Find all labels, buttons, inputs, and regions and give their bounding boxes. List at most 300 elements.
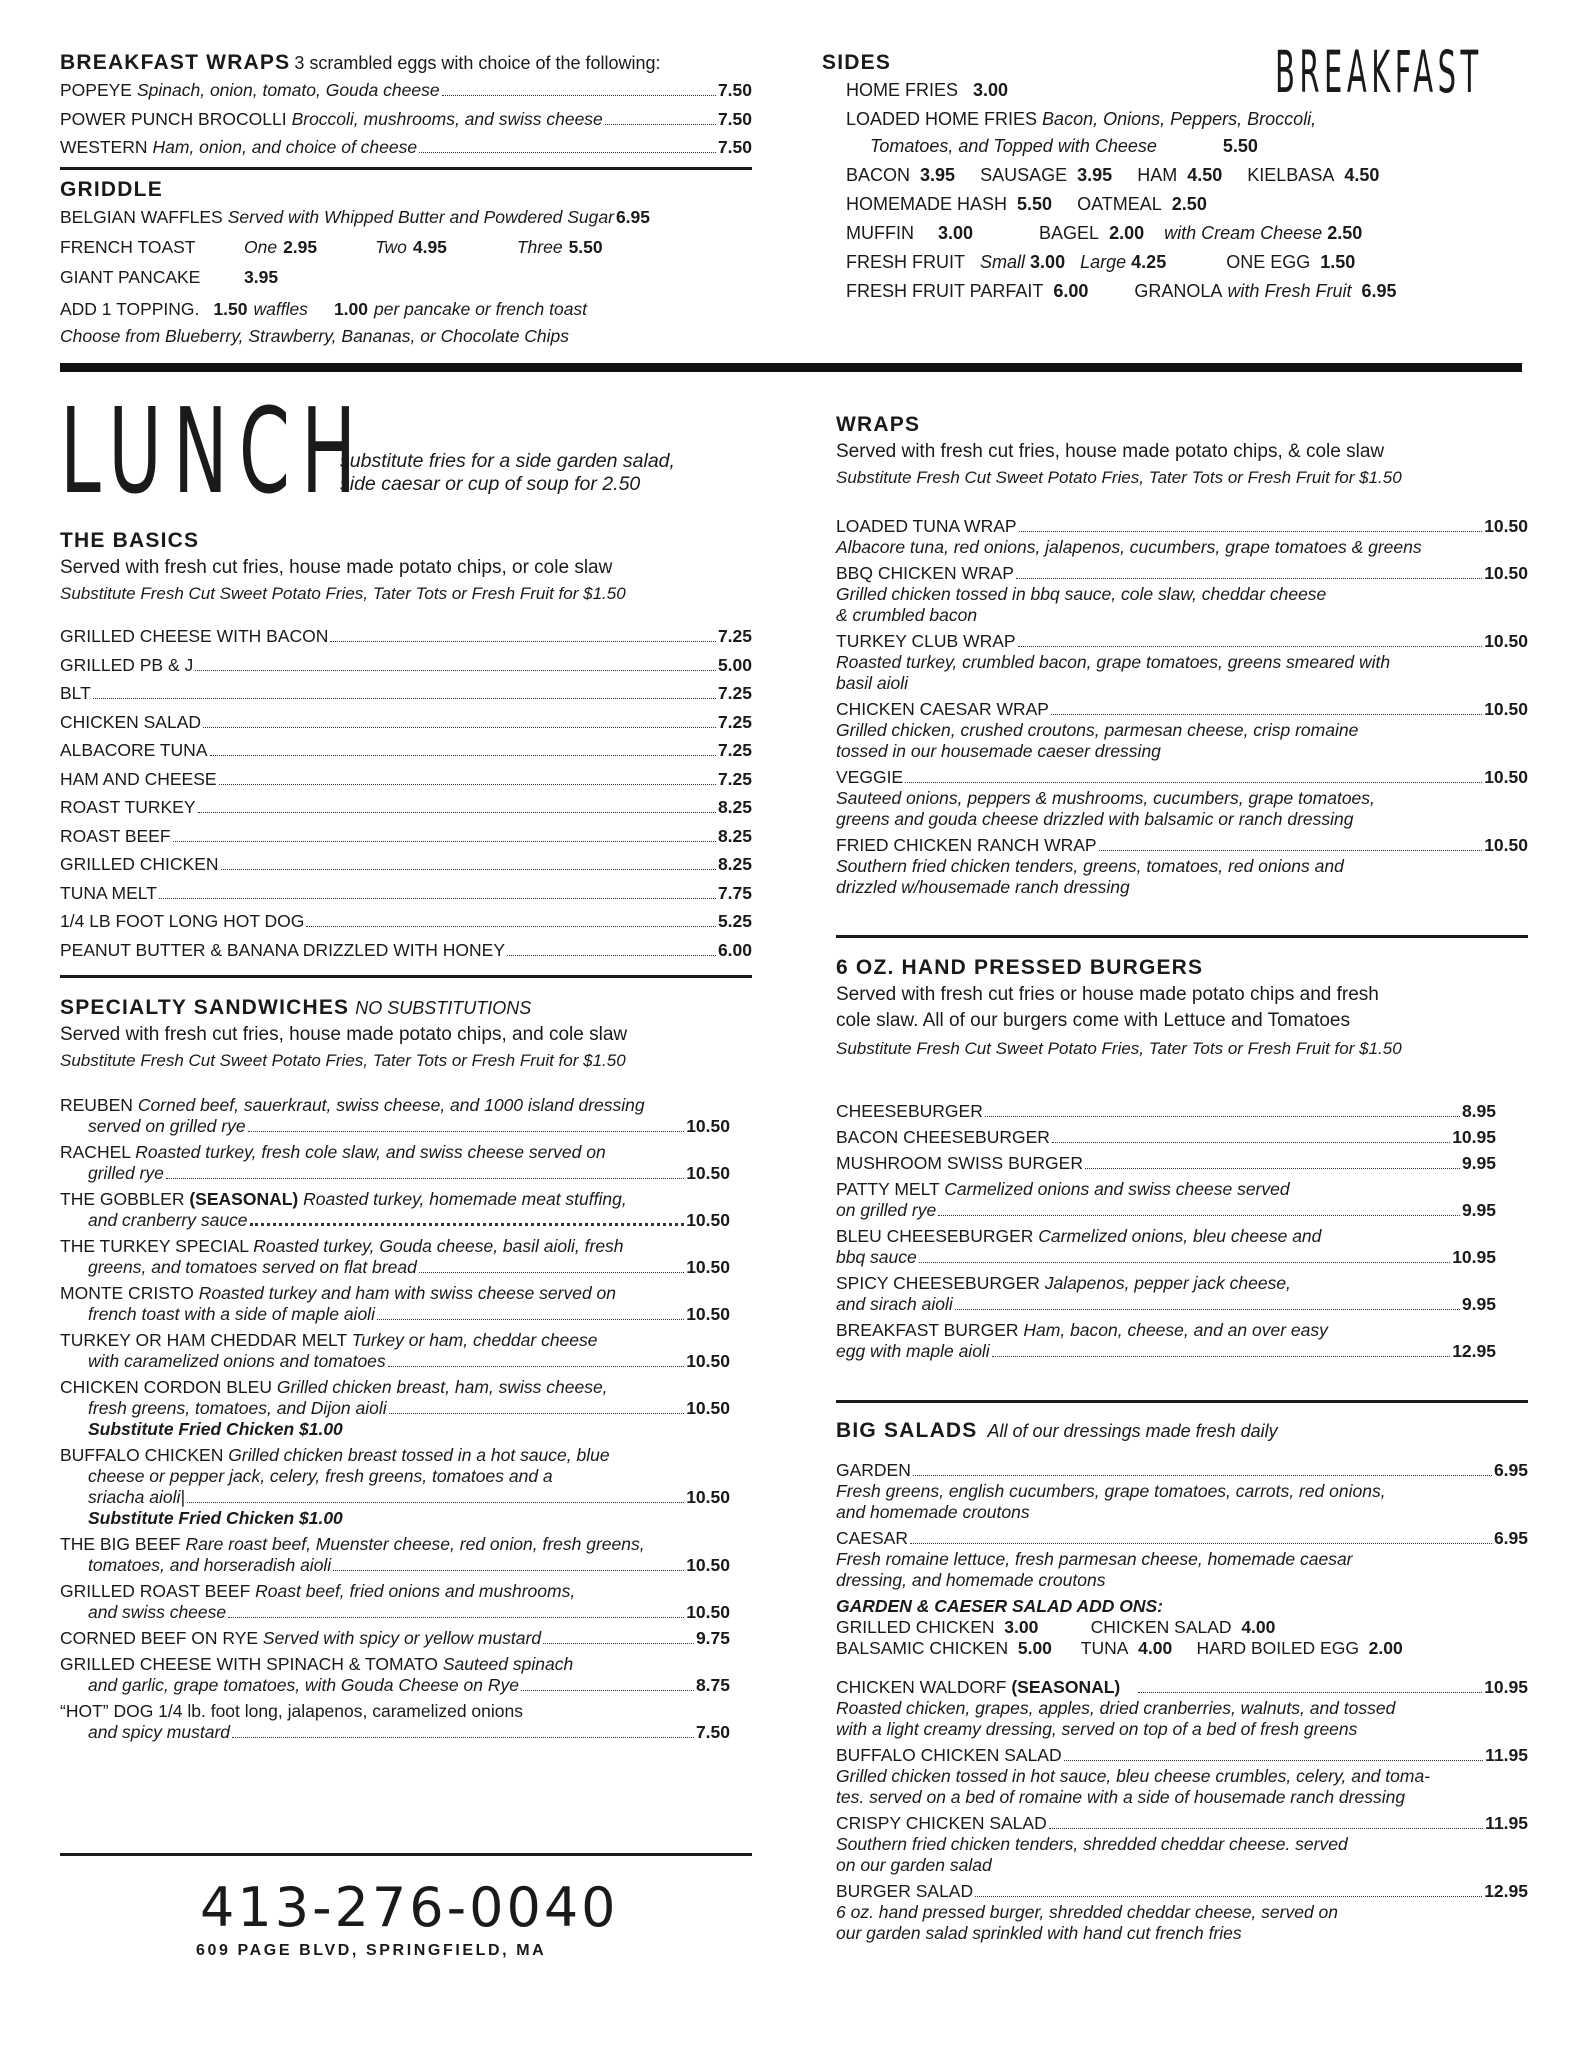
item-name: CRISPY CHICKEN SALAD xyxy=(836,1813,1047,1833)
item-price: 7.25 xyxy=(717,626,752,646)
item-price: 10.50 xyxy=(686,1555,730,1575)
item-desc: and sirach aioli xyxy=(836,1294,953,1314)
item-desc: and garlic, grape tomatoes, with Gouda Cheese on Rye xyxy=(88,1675,519,1695)
item-desc: Fresh romaine lettuce, fresh parmesan cheese, homemade caesar xyxy=(836,1549,1353,1569)
leader-dots xyxy=(419,1272,684,1273)
menu-item xyxy=(60,1377,730,1440)
menu-item xyxy=(836,835,1528,898)
menu-item xyxy=(836,1528,1528,1591)
menu-item xyxy=(60,936,752,965)
menu-item xyxy=(60,1628,730,1649)
side-price: 5.50 xyxy=(1017,194,1053,214)
item-name: ALBACORE TUNA xyxy=(60,740,208,760)
item-name: FRIED CHICKEN RANCH WRAP xyxy=(836,835,1097,855)
item-desc: Roasted turkey, crumbled bacon, grape tomatoes, greens smeared with xyxy=(836,652,1391,672)
menu-item xyxy=(836,1320,1496,1362)
leader-dots xyxy=(1018,646,1483,647)
item-desc: Roasted turkey, Gouda cheese, basil aioli, fresh xyxy=(253,1236,624,1256)
item-price: 6.95 xyxy=(615,207,650,227)
menu-item xyxy=(836,516,1528,558)
side-name: LOADED HOME FRIES xyxy=(846,109,1038,129)
item-name: LOADED TUNA WRAP xyxy=(836,516,1017,536)
item-desc: Albacore tuna, red onions, jalapenos, cucumbers, grape tomatoes & greens xyxy=(836,537,1422,557)
menu-item xyxy=(836,1460,1528,1523)
menu-item xyxy=(836,1226,1496,1268)
item-name: CHICKEN CORDON BLEU xyxy=(60,1377,272,1397)
leader-dots xyxy=(198,812,716,813)
item-price: 12.95 xyxy=(1484,1881,1528,1901)
item-name: TUNA MELT xyxy=(60,882,157,903)
salad-addons xyxy=(836,1596,1528,1659)
item-desc: greens and gouda cheese drizzled with balsamic or ranch dressing xyxy=(836,809,1354,829)
item-name: “HOT” DOG 1/4 lb. foot long, jalapenos, caramelized onions xyxy=(60,1701,523,1721)
addon-price: 4.00 xyxy=(1241,1617,1276,1637)
menu-item xyxy=(60,907,752,936)
item-name: PATTY MELT xyxy=(836,1179,940,1199)
side-price: 1.50 xyxy=(1320,252,1356,272)
leader-dots xyxy=(1138,1692,1482,1693)
leader-dots xyxy=(442,95,716,96)
item-price: 7.25 xyxy=(717,711,752,732)
side-desc: with Cream Cheese xyxy=(1164,223,1323,243)
side-name: HOME FRIES xyxy=(846,80,959,100)
side-price: 5.50 xyxy=(1222,136,1258,156)
breakfast-wraps-title: BREAKFAST WRAPS xyxy=(60,51,291,74)
section-subtitle: cole slaw. All of our burgers come with Lettuce and Tomatoes xyxy=(836,1010,1350,1031)
menu-item xyxy=(60,736,752,765)
menu-item xyxy=(60,133,752,162)
item-name: 1/4 LB FOOT LONG HOT DOG xyxy=(60,911,305,931)
item-price: 10.50 xyxy=(686,1398,730,1418)
item-price: 9.75 xyxy=(695,1628,730,1648)
item-desc: dressing, and homemade croutons xyxy=(836,1570,1106,1590)
section-title xyxy=(60,995,730,1021)
item-name: VEGGIE xyxy=(836,767,904,787)
side-name: ONE EGG xyxy=(1226,252,1311,272)
menu-item xyxy=(60,793,752,822)
menu-item xyxy=(60,822,752,851)
leader-dots xyxy=(919,1262,1450,1263)
wraps-list xyxy=(836,516,1528,898)
menu-item xyxy=(60,232,752,262)
item-desc: Served with spicy or yellow mustard xyxy=(262,1628,542,1648)
topping-choices: Choose from Blueberry, Strawberry, Bananas, or Chocolate Chips xyxy=(60,325,570,346)
side-name: BACON xyxy=(846,165,911,185)
menu-item xyxy=(60,1701,730,1743)
sides-title: SIDES xyxy=(822,51,892,74)
item-name: ROAST BEEF xyxy=(60,825,171,846)
item-desc: Turkey or ham, cheddar cheese xyxy=(351,1330,598,1350)
item-price: 9.95 xyxy=(1461,1153,1496,1173)
item-desc: Rare roast beef, Muenster cheese, red onion, fresh greens, xyxy=(185,1534,645,1554)
item-desc: tes. served on a bed of romaine with a side of housemade ranch dressing xyxy=(836,1787,1406,1807)
section-title xyxy=(60,50,752,76)
addon-price: 2.00 xyxy=(1368,1638,1403,1658)
griddle-section xyxy=(60,177,752,348)
item-price: 7.50 xyxy=(717,80,752,100)
leader-dots xyxy=(1099,850,1483,851)
item-desc: served on grilled rye xyxy=(88,1116,246,1136)
item-price: 10.95 xyxy=(1484,1677,1528,1697)
item-name: REUBEN xyxy=(60,1095,133,1115)
item-price: 7.75 xyxy=(717,882,752,903)
item-name: GRILLED ROAST BEEF xyxy=(60,1581,251,1601)
menu-item xyxy=(60,76,752,105)
menu-item xyxy=(60,1534,730,1576)
item-price: 11.95 xyxy=(1485,1813,1528,1833)
menu-item xyxy=(836,631,1528,694)
side-row xyxy=(846,277,1542,306)
item-desc: Sauteed spinach xyxy=(442,1654,574,1674)
item-price: 7.25 xyxy=(717,768,752,789)
section-subtitle: Served with fresh cut fries, house made potato chips, & cole slaw xyxy=(836,441,1385,462)
option-price: 2.95 xyxy=(283,236,318,257)
side-price: 3.00 xyxy=(938,223,974,243)
menu-item xyxy=(60,203,752,232)
addon-name: TUNA xyxy=(1080,1638,1129,1658)
section-subtitle: Served with fresh cut fries, house made potato chips, or cole slaw xyxy=(60,557,613,578)
item-price: 6.00 xyxy=(717,939,752,960)
addon-name: CHICKEN SALAD xyxy=(1090,1617,1232,1637)
leader-dots xyxy=(1016,578,1482,579)
menu-item xyxy=(60,1330,730,1372)
section-substitute-note: Substitute Fresh Cut Sweet Potato Fries, Tater Tots or Fresh Fruit for $1.50 xyxy=(60,1051,626,1070)
item-desc: 6 oz. hand pressed burger, shredded cheddar cheese, served on xyxy=(836,1902,1339,1922)
lunch-note-line: side caesar or cup of soup for 2.50 xyxy=(340,473,641,495)
item-price: 10.50 xyxy=(686,1210,730,1230)
side-name: HOMEMADE HASH xyxy=(846,194,1008,214)
leader-dots xyxy=(905,782,1482,783)
item-price: 10.95 xyxy=(1452,1127,1496,1147)
leader-dots xyxy=(210,755,716,756)
item-desc: tomatoes, and horseradish aioli xyxy=(88,1555,332,1575)
option-price: 5.50 xyxy=(568,236,603,257)
leader-dots xyxy=(333,1570,684,1571)
item-desc: french toast with a side of maple aioli xyxy=(88,1304,375,1324)
section-note: NO SUBSTITUTIONS xyxy=(355,998,532,1018)
menu-item xyxy=(60,1142,730,1184)
addons-row xyxy=(836,1617,1528,1638)
side-price: 3.95 xyxy=(1077,165,1113,185)
item-name: MUSHROOM SWISS BURGER xyxy=(836,1153,1083,1173)
section-subtitle: Served with fresh cut fries, house made potato chips, and cole slaw xyxy=(60,1024,628,1045)
side-row xyxy=(846,133,1542,159)
side-row xyxy=(846,219,1542,248)
option-price: 4.95 xyxy=(412,236,447,257)
divider xyxy=(836,935,1528,938)
wraps-title: WRAPS xyxy=(836,413,921,436)
item-price: 10.50 xyxy=(1484,835,1528,855)
item-price: 10.50 xyxy=(686,1487,730,1507)
menu-item xyxy=(60,622,752,651)
item-name: BREAKFAST BURGER xyxy=(836,1320,1019,1340)
griddle-title: GRIDDLE xyxy=(60,178,163,201)
side-row xyxy=(846,161,1542,190)
item-desc: Roasted turkey and ham with swiss cheese served on xyxy=(198,1283,617,1303)
menu-item xyxy=(60,708,752,737)
section-title xyxy=(836,1418,1528,1444)
leader-dots xyxy=(248,1131,685,1132)
item-price: 10.50 xyxy=(1484,516,1528,536)
item-price: 10.50 xyxy=(686,1257,730,1277)
leader-dots xyxy=(992,1356,1451,1357)
lunch-heading: LUNCH xyxy=(60,382,368,520)
leader-dots xyxy=(388,1366,685,1367)
item-desc: with a light creamy dressing, served on top of a bed of fresh greens xyxy=(836,1719,1358,1739)
addons-row xyxy=(836,1638,1528,1659)
item-price: 10.50 xyxy=(686,1602,730,1622)
divider xyxy=(60,167,752,170)
leader-dots xyxy=(975,1896,1482,1897)
leader-dots xyxy=(1064,1760,1484,1761)
side-price: 4.50 xyxy=(1187,165,1223,185)
topping-label: ADD 1 TOPPING. xyxy=(60,298,200,319)
leader-dots xyxy=(93,698,716,699)
leader-dots xyxy=(221,869,716,870)
item-desc: Southern fried chicken tenders, greens, tomatoes, red onions and xyxy=(836,856,1344,876)
menu-item xyxy=(60,1189,730,1231)
substitute-note: Substitute Fried Chicken $1.00 xyxy=(88,1508,343,1528)
item-price: 7.25 xyxy=(717,740,752,760)
burgers-title: 6 OZ. HAND PRESSED BURGERS xyxy=(836,956,1204,979)
leader-dots xyxy=(507,955,716,956)
item-price: 8.25 xyxy=(717,797,752,817)
item-price: 10.50 xyxy=(1484,631,1528,651)
section-note: All of our dressings made fresh daily xyxy=(987,1421,1278,1441)
item-name: WESTERN xyxy=(60,137,148,157)
side-row xyxy=(846,248,1542,277)
item-name: RACHEL xyxy=(60,1142,131,1162)
menu-item xyxy=(60,1095,730,1137)
breakfast-wraps-section xyxy=(60,50,752,162)
menu-item xyxy=(60,850,752,879)
item-name: PEANUT BUTTER & BANANA DRIZZLED WITH HONEY xyxy=(60,939,506,960)
leader-dots xyxy=(1085,1168,1460,1169)
basics-list xyxy=(60,622,752,964)
item-desc: cheese or pepper jack, celery, fresh greens, tomatoes and a xyxy=(88,1466,553,1486)
leader-dots xyxy=(955,1309,1460,1310)
item-desc: on grilled rye xyxy=(836,1200,937,1220)
item-name: TURKEY OR HAM CHEDDAR MELT xyxy=(60,1330,347,1350)
item-price: 10.95 xyxy=(1452,1247,1496,1267)
phone-number: 413-276-0040 xyxy=(200,1876,619,1939)
leader-dots xyxy=(389,1413,685,1414)
item-name: THE BIG BEEF xyxy=(60,1534,181,1554)
side-price: 4.25 xyxy=(1131,252,1167,272)
item-price: 10.50 xyxy=(686,1351,730,1371)
topping-price: 1.50 xyxy=(213,298,248,319)
item-price: 5.00 xyxy=(717,654,752,675)
divider xyxy=(60,975,752,978)
item-name: GARDEN xyxy=(836,1460,911,1480)
side-price: 3.00 xyxy=(973,80,1009,100)
item-desc: greens, and tomatoes served on flat bread xyxy=(88,1257,417,1277)
item-desc: Ham, onion, and choice of cheese xyxy=(152,137,418,157)
side-row xyxy=(846,190,1542,219)
side-desc: with Fresh Fruit xyxy=(1227,281,1352,301)
item-name: CHICKEN SALAD xyxy=(60,711,202,732)
item-name: POWER PUNCH BROCOLLI xyxy=(60,108,287,129)
specialty-list xyxy=(60,1095,730,1743)
item-name: CHEESEBURGER xyxy=(836,1101,983,1121)
item-desc: Roasted turkey, homemade meat stuffing, xyxy=(303,1189,627,1209)
addons-title: GARDEN & CAESER SALAD ADD ONS: xyxy=(836,1596,1164,1616)
menu-item xyxy=(836,699,1528,762)
address: 609 PAGE BLVD, SPRINGFIELD, MA xyxy=(196,1942,547,1959)
menu-item xyxy=(60,879,752,908)
addon-price: 3.00 xyxy=(1004,1617,1039,1637)
menu-item xyxy=(836,1153,1496,1174)
side-name: BAGEL xyxy=(1039,223,1100,243)
item-price: 9.95 xyxy=(1461,1294,1496,1314)
item-name: GRILLED PB & J xyxy=(60,654,194,675)
leader-dots xyxy=(1051,714,1482,715)
menu-item xyxy=(836,1127,1496,1148)
section-substitute-note: Substitute Fresh Cut Sweet Potato Fries, Tater Tots or Fresh Fruit for $1.50 xyxy=(836,468,1402,487)
menu-item xyxy=(836,1273,1496,1315)
item-name: THE TURKEY SPECIAL xyxy=(60,1236,249,1256)
item-price: 7.50 xyxy=(717,108,752,129)
item-desc: sriacha aioli| xyxy=(88,1487,185,1507)
leader-dots xyxy=(159,898,716,899)
side-name: GRANOLA xyxy=(1134,281,1223,301)
leader-dots xyxy=(543,1643,694,1644)
specialty-section xyxy=(60,995,730,1748)
menu-item xyxy=(836,1101,1496,1122)
side-name: HAM xyxy=(1137,165,1178,185)
topping-text: per pancake or french toast xyxy=(374,298,588,319)
leader-dots xyxy=(938,1215,1460,1216)
menu-item xyxy=(60,1581,730,1623)
leader-dots xyxy=(250,1223,685,1226)
menu-item xyxy=(836,1677,1528,1740)
seasonal-tag: (SEASONAL) xyxy=(189,1189,299,1209)
lunch-note xyxy=(340,450,675,496)
item-desc: Ham, bacon, cheese, and an over easy xyxy=(1023,1320,1328,1340)
item-name: SPICY CHEESEBURGER xyxy=(836,1273,1040,1293)
item-name: GIANT PANCAKE xyxy=(60,266,201,287)
item-desc: grilled rye xyxy=(88,1163,164,1183)
leader-dots xyxy=(187,1502,684,1503)
menu-item xyxy=(836,1179,1496,1221)
item-desc: with caramelized onions and tomatoes xyxy=(88,1351,386,1371)
leader-dots xyxy=(1049,1828,1483,1829)
item-desc: Roasted turkey, fresh cole slaw, and swiss cheese served on xyxy=(135,1142,606,1162)
item-desc: Grilled chicken tossed in hot sauce, bleu cheese crumbles, celery, and toma- xyxy=(836,1766,1431,1786)
menu-item xyxy=(60,1654,730,1696)
side-name: KIELBASA xyxy=(1247,165,1335,185)
item-desc: Southern fried chicken tenders, shredded cheddar cheese. served xyxy=(836,1834,1348,1854)
basics-section xyxy=(60,528,752,964)
item-desc: Grilled chicken tossed in bbq sauce, cole slaw, cheddar cheese xyxy=(836,584,1327,604)
side-price: 4.50 xyxy=(1344,165,1380,185)
item-name: CHICKEN CAESAR WRAP xyxy=(836,699,1049,719)
item-name: CAESAR xyxy=(836,1528,908,1548)
section-substitute-note: Substitute Fresh Cut Sweet Potato Fries, Tater Tots or Fresh Fruit for $1.50 xyxy=(836,1039,1402,1058)
item-name: BACON CHEESEBURGER xyxy=(836,1127,1050,1147)
menu-item xyxy=(836,1813,1528,1876)
leader-dots xyxy=(173,841,716,842)
item-price: 7.50 xyxy=(695,1722,730,1742)
side-name: OATMEAL xyxy=(1077,194,1162,214)
menu-item xyxy=(836,563,1528,626)
item-price: 10.50 xyxy=(686,1304,730,1324)
item-name: HAM AND CHEESE xyxy=(60,768,217,789)
item-price: 8.95 xyxy=(1461,1101,1496,1121)
burgers-list xyxy=(836,1101,1496,1362)
addon-name: HARD BOILED EGG xyxy=(1196,1638,1359,1658)
seasonal-tag: (SEASONAL) xyxy=(1011,1677,1121,1697)
side-price: 2.50 xyxy=(1171,194,1207,214)
topping-text: waffles xyxy=(253,298,308,319)
addon-name: GRILLED CHICKEN xyxy=(836,1617,995,1637)
side-desc: Bacon, Onions, Peppers, Broccoli, xyxy=(1042,109,1317,129)
leader-dots xyxy=(228,1617,684,1618)
side-name: FRESH FRUIT xyxy=(846,252,965,272)
leader-dots xyxy=(377,1319,684,1320)
leader-dots xyxy=(203,727,716,728)
leader-dots xyxy=(605,124,716,125)
item-desc: fresh greens, tomatoes, and Dijon aioli xyxy=(88,1398,387,1418)
leader-dots xyxy=(521,1690,694,1691)
leader-dots xyxy=(195,670,716,671)
leader-dots xyxy=(419,152,716,153)
leader-dots xyxy=(219,784,716,785)
leader-dots xyxy=(232,1737,694,1738)
item-desc: Carmelized onions, bleu cheese and xyxy=(1038,1226,1322,1246)
item-price: 10.50 xyxy=(686,1163,730,1183)
item-desc: and swiss cheese xyxy=(88,1602,227,1622)
leader-dots xyxy=(1019,531,1483,532)
section-note: 3 scrambled eggs with choice of the following: xyxy=(294,53,661,73)
item-name: ROAST TURKEY xyxy=(60,797,196,817)
salads-title: BIG SALADS xyxy=(836,1419,978,1442)
wraps-section xyxy=(836,412,1528,903)
item-desc: Spinach, onion, tomato, Gouda cheese xyxy=(136,80,440,100)
item-price: 3.95 xyxy=(244,266,279,287)
option-label: Three xyxy=(516,236,563,257)
item-price: 8.25 xyxy=(717,825,752,846)
side-desc: Small xyxy=(980,252,1026,272)
side-price: 3.00 xyxy=(1030,252,1066,272)
item-price: 10.50 xyxy=(1484,563,1528,583)
option-label: Two xyxy=(375,236,407,257)
item-desc: Grilled chicken, crushed croutons, parmesan cheese, crisp romaine xyxy=(836,720,1359,740)
burgers-section xyxy=(836,955,1496,1367)
item-price: 8.75 xyxy=(695,1675,730,1695)
item-name: CHICKEN WALDORF xyxy=(836,1677,1007,1697)
item-desc: basil aioli xyxy=(836,673,908,693)
item-name: BUFFALO CHICKEN xyxy=(60,1445,224,1465)
menu-item xyxy=(60,765,752,794)
side-desc: Tomatoes, and Topped with Cheese xyxy=(870,136,1157,156)
menu-item xyxy=(60,651,752,680)
leader-dots xyxy=(910,1543,1492,1544)
item-price: 10.50 xyxy=(686,1116,730,1136)
item-desc: egg with maple aioli xyxy=(836,1341,990,1361)
item-name: BBQ CHICKEN WRAP xyxy=(836,563,1014,583)
leader-dots xyxy=(306,926,716,927)
side-price: 2.00 xyxy=(1109,223,1145,243)
item-desc: Roasted chicken, grapes, apples, dried cranberries, walnuts, and tossed xyxy=(836,1698,1396,1718)
side-desc: Large xyxy=(1080,252,1127,272)
basics-title: THE BASICS xyxy=(60,529,200,552)
item-name: THE GOBBLER xyxy=(60,1189,185,1209)
addon-price: 5.00 xyxy=(1017,1638,1052,1658)
menu-item xyxy=(60,1445,730,1529)
item-name: BURGER SALAD xyxy=(836,1881,974,1901)
item-desc: and cranberry sauce xyxy=(88,1210,248,1230)
